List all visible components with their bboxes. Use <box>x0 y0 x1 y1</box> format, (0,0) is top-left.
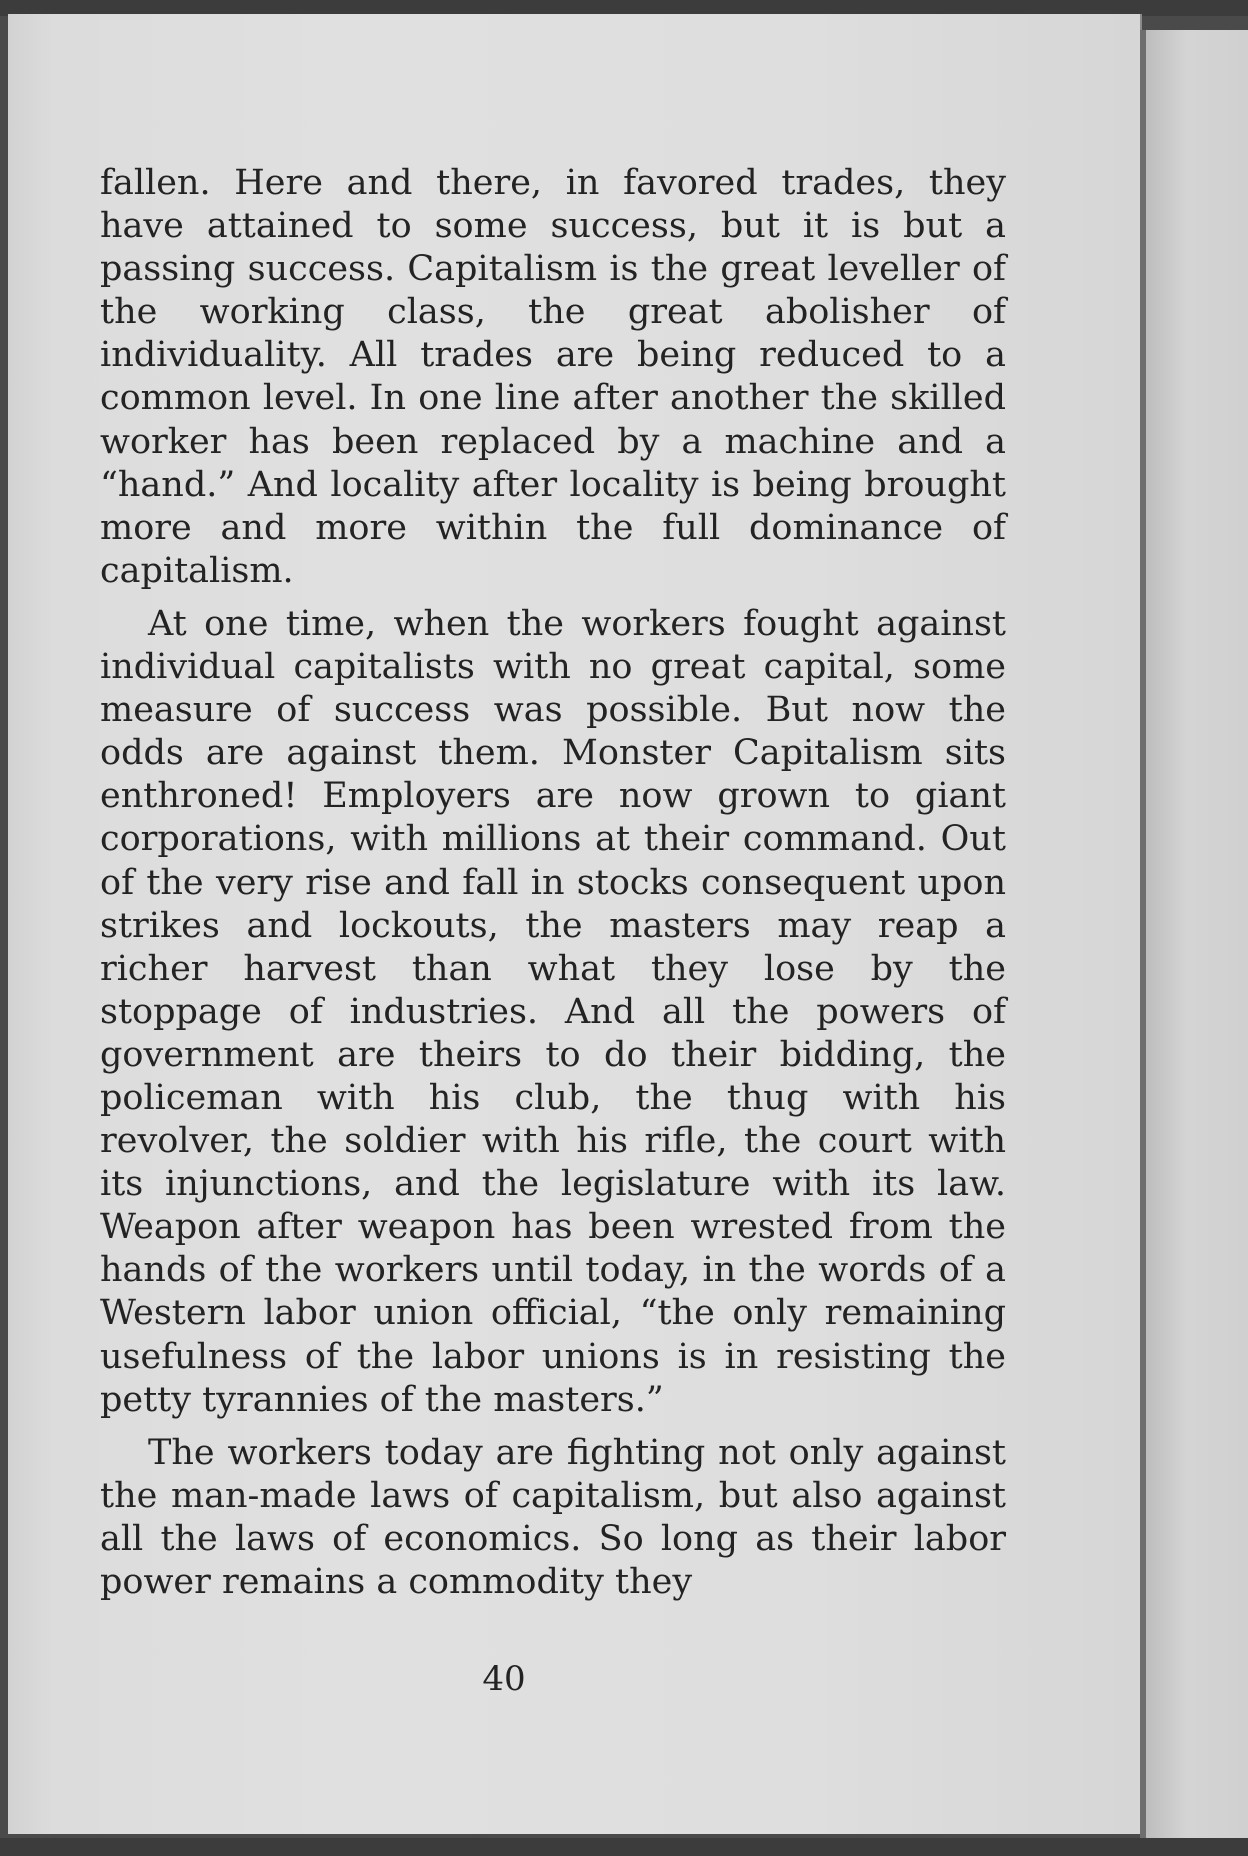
bottom-edge-shadow <box>0 1838 1248 1856</box>
paragraph-1: fallen. Here and there, in favored trades, they have attained to some success, but it is but a passing success. Capitalism is the great leveller of the working class, the great abolisher of individuality. All trades are being reduced to a common level. In one line after another the skilled worker has been replaced by a machine and a “hand.” And locality after locality is being brought more and more within the full dominance of capitalism. <box>100 163 1006 591</box>
book-page <box>8 14 1142 1834</box>
paragraph-3: The workers today are fighting not only against the man-made laws of capitalism, but also against all the laws of economics. So long as their labor power remains a commodity they <box>100 1432 1006 1602</box>
facing-page-edge <box>1146 30 1248 1840</box>
page-number: 40 <box>482 1659 526 1699</box>
body-text <box>100 162 1006 1614</box>
paragraph-2: At one time, when the workers fought against individual capitalists with no great capital, some measure of success was possible. But now the odds are against them. Monster Capitalism sits enthroned! Employers are now grown to giant corporations, with millions at their command. Out of the very rise and fall in stocks consequent upon strikes and lockouts, the masters may reap a richer harvest than what they lose by the stoppage of industries. And all the powers of government are theirs to do their bidding, the policeman with his club, the thug with his revolver, the soldier with his rifle, the court with its injunctions, and the legislature with its law. Weapon after weapon has been wrested from the hands of the workers until today, in the words of a Western labor union official, “the only remaining usefulness of the labor unions is in resisting the petty tyrannies of the masters.” <box>100 603 1006 1420</box>
